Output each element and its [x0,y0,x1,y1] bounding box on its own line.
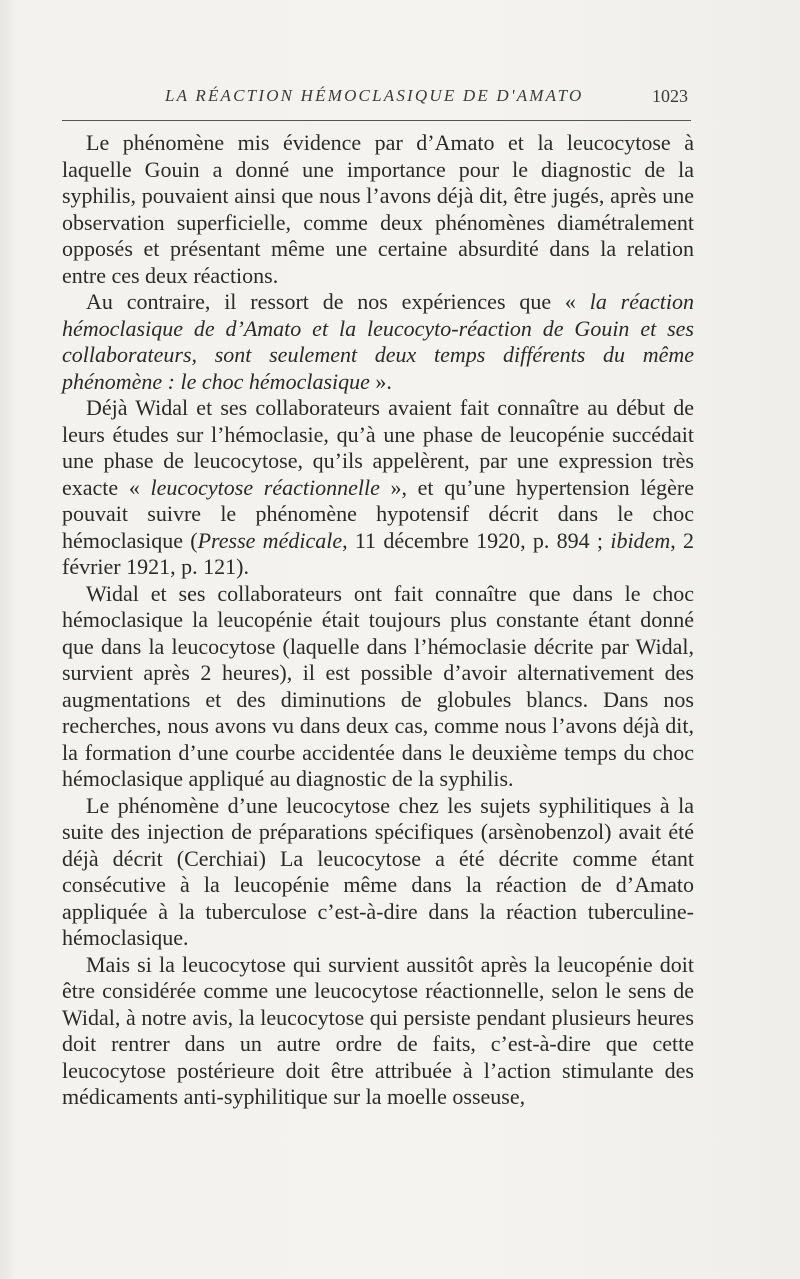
paragraph-3: Déjà Widal et ses collaborateurs avaient fait connaître au début de leurs études sur l’hémoclasie, qu’à une phase de leucopénie succédait une phase de leucocytose, qu’ils appelèrent, par une expression très exacte « leucocytose réactionnelle », et qu’une hypertension légère pouvait suivre le phénomène hypotensif décrit dans le choc hémoclasique (Presse médicale, 11 décembre 1920, p. 894 ; ibidem, 2 février 1921, p. 121). [62,395,694,579]
page-number: 1023 [652,86,688,106]
page-header [165,86,688,116]
header-rule [62,120,691,121]
body-text [62,130,694,1111]
paragraph-6: Mais si la leucocytose qui survient aussitôt après la leucopénie doit être considérée comme une leucocytose réactionnelle, selon le sens de Widal, à notre avis, la leucocytose qui persiste pendant plusieurs heures doit rentrer dans un autre ordre de faits, c’est-à-dire que cette leucocytose postérieure doit être attribuée à l’action stimulante des médicaments anti-syphilitique sur la moelle osseuse, [62,951,694,1109]
paragraph-4: Widal et ses collaborateurs ont fait connaître que dans le choc hémoclasique la leucopénie était toujours plus constante étant donné que dans la leucocytose (laquelle dans l’hémoclasie décrite par Widal, survient après 2 heures), il est possible d’avoir alternativement des augmentations et des diminutions de globules blancs. Dans nos recherches, nous avons vu dans deux cas, comme nous l’avons déjà dit, la formation d’une courbe accidentée dans le deuxième temps du choc hémoclasique appliqué au diagnostic de la syphilis. [62,580,694,791]
paragraph-2: Au contraire, il ressort de nos expériences que « la réaction hémoclasique de d’Amato et la leucocyto-réaction de Gouin et ses collaborateurs, sont seulement deux temps différents du même phénomène : le choc hémoclasique ». [62,289,694,394]
paragraph-5: Le phénomène d’une leucocytose chez les sujets syphilitiques à la suite des injection de préparations spécifiques (arsènobenzol) avait été déjà décrit (Cerchiai) La leucocytose a été décrite comme étant consécutive à la leucopénie même dans la réaction de d’Amato appliquée à la tuberculose c’est-à-dire dans la réaction tuberculine-hémoclasique. [62,792,694,950]
running-title: LA RÉACTION HÉMOCLASIQUE DE D'AMATO [165,86,584,105]
paragraph-1: Le phénomène mis évidence par d’Amato et la leucocytose à laquelle Gouin a donné une importance pour le diagnostic de la syphilis, pouvaient ainsi que nous l’avons déjà dit, être jugés, après une observation superficielle, comme deux phénomènes diamétralement opposés et présentant même une certaine absurdité dans la relation entre ces deux réactions. [62,130,694,288]
